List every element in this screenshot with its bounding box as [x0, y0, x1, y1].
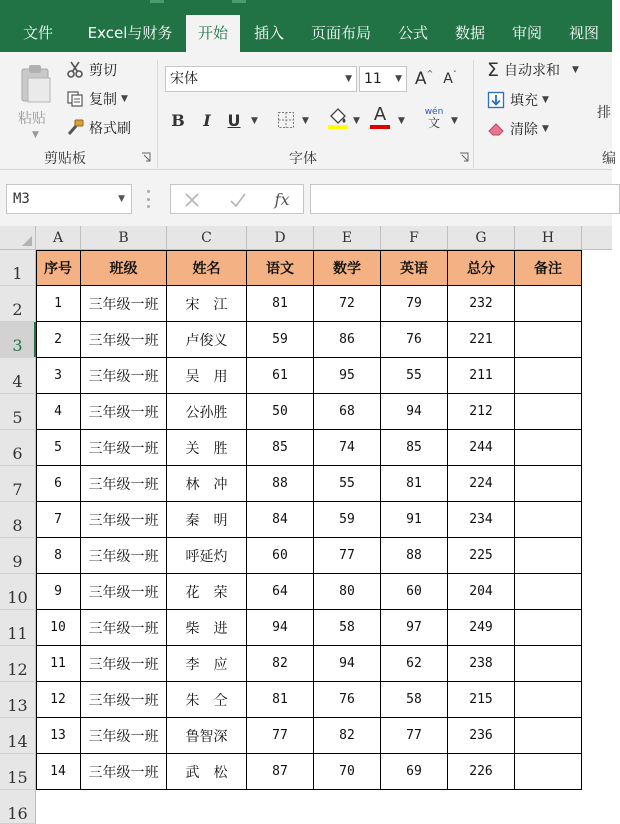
row-header-4[interactable] — [0, 358, 36, 394]
table-cell[interactable] — [515, 646, 582, 682]
insert-function-icon[interactable]: fx — [274, 190, 290, 209]
table-cell[interactable]: 211 — [448, 358, 515, 394]
table-cell[interactable]: 三年级一班 — [81, 322, 167, 358]
chevron-down-icon[interactable]: ▼ — [395, 74, 402, 84]
table-cell[interactable] — [515, 538, 582, 574]
name-box[interactable] — [6, 184, 132, 214]
table-cell[interactable] — [515, 394, 582, 430]
table-cell[interactable]: 6 — [36, 466, 81, 502]
table-cell[interactable] — [515, 358, 582, 394]
row-number: 6 — [12, 444, 23, 463]
menu-review[interactable]: 审阅 — [511, 24, 542, 42]
chevron-down-icon[interactable]: ▼ — [572, 65, 579, 75]
formula-buttons — [170, 184, 304, 214]
menu-file[interactable]: 文件 — [22, 24, 53, 42]
table-cell[interactable]: 三年级一班 — [81, 610, 167, 646]
row-number: 8 — [12, 516, 23, 535]
row-number: 2 — [12, 300, 23, 319]
fill-label: 填充 — [510, 93, 538, 109]
table-cell[interactable] — [515, 322, 582, 358]
ribbon-divider — [157, 60, 158, 168]
table-cell[interactable]: 7 — [36, 502, 81, 538]
borders-button[interactable] — [274, 108, 298, 132]
table-cell[interactable]: 238 — [448, 646, 515, 682]
table-cell[interactable]: 77 — [247, 718, 314, 754]
autosum-button[interactable] — [487, 60, 579, 80]
table-cell[interactable]: 69 — [381, 754, 448, 790]
decrease-font-icon: A — [443, 71, 453, 87]
table-cell[interactable]: 三年级一班 — [81, 466, 167, 502]
font-size-select[interactable] — [359, 66, 407, 92]
row-header-9[interactable] — [0, 538, 36, 574]
table-cell[interactable]: 9 — [36, 574, 81, 610]
table-cell[interactable]: 244 — [448, 430, 515, 466]
chevron-down-icon[interactable]: ▼ — [353, 116, 360, 126]
formula-bar — [0, 170, 612, 226]
phonetic-top: wén — [424, 106, 444, 117]
row-header-11[interactable] — [0, 610, 36, 646]
paint-bucket-icon — [327, 106, 349, 130]
clipboard-group-label: 剪贴板 — [44, 151, 86, 167]
table-cell[interactable]: 236 — [448, 718, 515, 754]
column-header-a[interactable]: A — [36, 226, 81, 250]
row-header-3[interactable] — [0, 322, 36, 358]
dialog-launcher-icon[interactable] — [141, 152, 151, 162]
table-cell[interactable]: 61 — [247, 358, 314, 394]
table-cell[interactable]: 8 — [36, 538, 81, 574]
table-cell[interactable]: 吴 用 — [167, 358, 247, 394]
table-cell[interactable]: 朱 仝 — [167, 682, 247, 718]
caret-up-icon: ^ — [426, 68, 434, 78]
table-cell[interactable]: 10 — [36, 610, 81, 646]
check-icon[interactable] — [227, 189, 249, 211]
table-cell[interactable] — [515, 466, 582, 502]
formula-bar-splitter[interactable] — [146, 190, 150, 208]
table-cell[interactable]: 柴 进 — [167, 610, 247, 646]
table-cell[interactable]: 79 — [381, 286, 448, 322]
font-name-select[interactable] — [165, 66, 357, 92]
bold-button[interactable] — [166, 108, 190, 132]
row-header-10[interactable] — [0, 574, 36, 610]
title-bar-fragment — [150, 0, 164, 3]
row-number: 16 — [7, 804, 28, 823]
title-bar-fragment — [232, 0, 246, 3]
cut-label: 剪切 — [89, 63, 117, 79]
table-header-cell[interactable]: 数学 — [314, 250, 381, 286]
table-header-cell[interactable]: 总分 — [448, 250, 515, 286]
column-header-d[interactable]: D — [247, 226, 314, 250]
table-cell[interactable]: 公孙胜 — [167, 394, 247, 430]
table-cell[interactable]: 225 — [448, 538, 515, 574]
table-cell[interactable] — [515, 286, 582, 322]
copy-icon — [66, 90, 84, 108]
table-cell[interactable]: 85 — [381, 430, 448, 466]
table-cell[interactable]: 224 — [448, 466, 515, 502]
table-cell[interactable]: 249 — [448, 610, 515, 646]
table-cell[interactable]: 三年级一班 — [81, 286, 167, 322]
table-cell[interactable]: 77 — [314, 538, 381, 574]
table-cell[interactable]: 60 — [381, 574, 448, 610]
chevron-down-icon[interactable]: ▼ — [345, 74, 352, 84]
cancel-icon[interactable] — [181, 189, 203, 211]
chevron-down-icon[interactable]: ▼ — [542, 124, 549, 134]
formula-input[interactable] — [310, 184, 620, 214]
chevron-down-icon[interactable]: ▼ — [118, 194, 125, 204]
table-cell[interactable]: 85 — [247, 430, 314, 466]
table-cell[interactable]: 4 — [36, 394, 81, 430]
table-cell[interactable]: 武 松 — [167, 754, 247, 790]
paste-button[interactable] — [14, 60, 58, 146]
table-cell[interactable]: 81 — [247, 682, 314, 718]
table-header-cell[interactable]: 班级 — [81, 250, 167, 286]
table-cell[interactable]: 84 — [247, 502, 314, 538]
chevron-down-icon[interactable]: ▼ — [121, 94, 128, 104]
editing-group-label-partial: 编 — [602, 151, 616, 167]
chevron-down-icon[interactable]: ▼ — [398, 116, 405, 126]
clear-button[interactable] — [487, 119, 549, 139]
cut-button[interactable] — [66, 60, 117, 80]
table-header-cell[interactable]: 语文 — [247, 250, 314, 286]
row-header-2[interactable] — [0, 286, 36, 322]
table-cell[interactable]: 76 — [381, 322, 448, 358]
decrease-font-size-button[interactable] — [438, 67, 462, 91]
clipboard-icon — [18, 64, 54, 104]
table-cell[interactable]: 59 — [314, 502, 381, 538]
table-cell[interactable] — [515, 682, 582, 718]
row-header-12[interactable] — [0, 646, 36, 682]
table-cell[interactable]: 68 — [314, 394, 381, 430]
font-color-swatch — [370, 125, 390, 129]
table-cell[interactable]: 林 冲 — [167, 466, 247, 502]
row-number: 10 — [7, 588, 28, 607]
row-header-13[interactable] — [0, 682, 36, 718]
table-cell[interactable]: 81 — [247, 286, 314, 322]
table-cell[interactable]: 55 — [314, 466, 381, 502]
bold-icon: B — [171, 110, 185, 130]
row-number: 4 — [12, 372, 23, 391]
table-cell[interactable]: 80 — [314, 574, 381, 610]
column-header-filler — [582, 226, 612, 250]
fill-color-button[interactable] — [326, 106, 350, 130]
chevron-down-icon[interactable]: ▼ — [251, 116, 258, 126]
table-cell[interactable]: 三年级一班 — [81, 358, 167, 394]
table-cell[interactable] — [515, 574, 582, 610]
menu-view[interactable]: 视图 — [568, 24, 599, 42]
increase-font-icon: A — [414, 69, 427, 89]
dialog-launcher-icon[interactable] — [459, 152, 469, 162]
table-cell[interactable]: 三年级一班 — [81, 682, 167, 718]
row-number: 15 — [7, 768, 28, 787]
table-cell[interactable]: 三年级一班 — [81, 430, 167, 466]
table-cell[interactable]: 花 荣 — [167, 574, 247, 610]
table-cell[interactable]: 三年级一班 — [81, 754, 167, 790]
clear-label: 清除 — [510, 122, 538, 138]
table-cell[interactable]: 88 — [381, 538, 448, 574]
row-header-1[interactable] — [0, 250, 36, 286]
table-cell[interactable] — [515, 502, 582, 538]
row-number: 3 — [12, 336, 23, 355]
table-cell[interactable]: 三年级一班 — [81, 502, 167, 538]
table-cell[interactable]: 91 — [381, 502, 448, 538]
font-name-value: 宋体 — [170, 71, 198, 87]
increase-font-size-button[interactable] — [412, 67, 436, 91]
chevron-down-icon[interactable]: ▼ — [32, 130, 39, 140]
row-number: 11 — [7, 624, 28, 643]
table-cell[interactable]: 59 — [247, 322, 314, 358]
table-cell[interactable]: 李 应 — [167, 646, 247, 682]
table-cell[interactable]: 12 — [36, 682, 81, 718]
row-header-6[interactable] — [0, 430, 36, 466]
chevron-down-icon[interactable]: ▼ — [542, 95, 549, 105]
table-cell[interactable]: 70 — [314, 754, 381, 790]
table-cell[interactable]: 鲁智深 — [167, 718, 247, 754]
sigma-icon: Σ — [487, 59, 500, 81]
table-cell[interactable]: 5 — [36, 430, 81, 466]
table-cell[interactable]: 88 — [247, 466, 314, 502]
ribbon-divider — [473, 60, 474, 168]
column-header-f[interactable]: F — [381, 226, 448, 250]
font-group-label: 字体 — [289, 151, 317, 167]
font-size-value: 11 — [364, 71, 382, 87]
table-cell[interactable]: 82 — [314, 718, 381, 754]
table-cell[interactable]: 97 — [381, 610, 448, 646]
table-cell[interactable]: 11 — [36, 646, 81, 682]
table-cell[interactable]: 三年级一班 — [81, 538, 167, 574]
row-number: 14 — [7, 732, 28, 751]
table-cell[interactable]: 卢俊义 — [167, 322, 247, 358]
italic-button[interactable] — [195, 108, 219, 132]
table-cell[interactable]: 82 — [247, 646, 314, 682]
table-cell[interactable]: 74 — [314, 430, 381, 466]
column-header-e[interactable]: E — [314, 226, 381, 250]
column-header-c[interactable]: C — [167, 226, 247, 250]
column-header-b[interactable]: B — [81, 226, 167, 250]
table-header-cell[interactable]: 姓名 — [167, 250, 247, 286]
column-header-g[interactable]: G — [448, 226, 515, 250]
table-header-cell[interactable]: 序号 — [36, 250, 81, 286]
table-cell[interactable]: 1 — [36, 286, 81, 322]
row-number: 1 — [12, 264, 23, 283]
table-cell[interactable]: 221 — [448, 322, 515, 358]
menu-home[interactable]: 开始 — [186, 15, 240, 52]
sort-filter-button-partial[interactable]: 排 — [597, 105, 611, 121]
row-number: 9 — [12, 552, 23, 571]
menu-data[interactable]: 数据 — [454, 24, 485, 42]
worksheet-grid[interactable] — [0, 226, 612, 824]
scissors-icon — [66, 61, 84, 79]
table-cell[interactable]: 81 — [381, 466, 448, 502]
row-number: 13 — [7, 696, 28, 715]
table-cell[interactable]: 226 — [448, 754, 515, 790]
table-cell[interactable]: 232 — [448, 286, 515, 322]
table-cell[interactable] — [515, 754, 582, 790]
table-cell[interactable]: 三年级一班 — [81, 646, 167, 682]
underline-icon: U — [227, 110, 241, 130]
table-cell[interactable]: 77 — [381, 718, 448, 754]
table-cell[interactable]: 关 胜 — [167, 430, 247, 466]
select-all-icon — [22, 236, 32, 246]
format-painter-label: 格式刷 — [89, 121, 131, 137]
table-header-cell[interactable]: 英语 — [381, 250, 448, 286]
row-header-16[interactable] — [0, 790, 36, 824]
eraser-icon — [487, 120, 505, 138]
table-cell[interactable]: 64 — [247, 574, 314, 610]
borders-icon — [277, 111, 295, 129]
row-header-5[interactable] — [0, 394, 36, 430]
table-cell[interactable]: 50 — [247, 394, 314, 430]
table-cell[interactable]: 94 — [247, 610, 314, 646]
autosum-label: 自动求和 — [504, 63, 561, 79]
table-cell[interactable]: 215 — [448, 682, 515, 718]
fill-down-icon — [487, 91, 505, 109]
table-cell[interactable] — [515, 610, 582, 646]
format-painter-button[interactable] — [66, 118, 131, 138]
paste-label: 粘贴 — [18, 111, 46, 127]
menu-bar — [0, 0, 612, 52]
caret-down-icon: ˇ — [452, 69, 457, 79]
fill-button[interactable] — [487, 90, 549, 110]
table-cell[interactable]: 95 — [314, 358, 381, 394]
menu-formulas[interactable]: 公式 — [397, 24, 428, 42]
table-cell[interactable]: 204 — [448, 574, 515, 610]
table-cell[interactable]: 14 — [36, 754, 81, 790]
table-cell[interactable]: 76 — [314, 682, 381, 718]
column-header-h[interactable]: H — [515, 226, 582, 250]
paintbrush-icon — [66, 119, 84, 137]
table-cell[interactable]: 94 — [314, 646, 381, 682]
row-number: 5 — [12, 408, 23, 427]
row-header-15[interactable] — [0, 754, 36, 790]
table-cell[interactable]: 2 — [36, 322, 81, 358]
font-color-button[interactable] — [368, 105, 392, 129]
row-header-14[interactable] — [0, 718, 36, 754]
table-cell[interactable]: 三年级一班 — [81, 718, 167, 754]
chevron-down-icon[interactable]: ▼ — [451, 116, 458, 126]
menu-insert[interactable]: 插入 — [253, 24, 284, 42]
font-color-icon: A — [373, 103, 387, 125]
table-cell[interactable]: 55 — [381, 358, 448, 394]
select-all-button[interactable] — [0, 226, 36, 250]
table-cell[interactable] — [515, 718, 582, 754]
row-header-7[interactable] — [0, 466, 36, 502]
menu-page-layout[interactable]: 页面布局 — [310, 24, 371, 42]
table-cell[interactable]: 60 — [247, 538, 314, 574]
table-cell[interactable]: 62 — [381, 646, 448, 682]
table-cell[interactable]: 宋 江 — [167, 286, 247, 322]
table-cell[interactable]: 3 — [36, 358, 81, 394]
table-cell[interactable]: 呼延灼 — [167, 538, 247, 574]
table-cell[interactable] — [515, 430, 582, 466]
table-cell[interactable]: 87 — [247, 754, 314, 790]
copy-label: 复制 — [89, 92, 117, 108]
table-cell[interactable]: 72 — [314, 286, 381, 322]
table-cell[interactable]: 三年级一班 — [81, 574, 167, 610]
table-cell[interactable]: 秦 明 — [167, 502, 247, 538]
table-cell[interactable]: 13 — [36, 718, 81, 754]
table-cell[interactable]: 三年级一班 — [81, 394, 167, 430]
menu-excel-finance[interactable]: Excel与财务 — [87, 24, 173, 42]
table-cell[interactable]: 234 — [448, 502, 515, 538]
table-header-cell[interactable]: 备注 — [515, 250, 582, 286]
name-box-value: M3 — [13, 191, 30, 207]
table-cell[interactable]: 212 — [448, 394, 515, 430]
italic-icon: I — [203, 110, 211, 130]
table-cell[interactable]: 94 — [381, 394, 448, 430]
row-number: 12 — [7, 660, 28, 679]
row-header-8[interactable] — [0, 502, 36, 538]
underline-button[interactable] — [222, 108, 246, 132]
chevron-down-icon[interactable]: ▼ — [302, 116, 309, 126]
phonetic-bottom: 文 — [427, 115, 440, 130]
table-cell[interactable]: 86 — [314, 322, 381, 358]
table-cell[interactable]: 58 — [381, 682, 448, 718]
ribbon — [0, 52, 616, 170]
phonetic-guide-button[interactable] — [422, 106, 446, 130]
copy-button[interactable] — [66, 89, 128, 109]
row-number: 7 — [12, 480, 23, 499]
table-cell[interactable]: 58 — [314, 610, 381, 646]
